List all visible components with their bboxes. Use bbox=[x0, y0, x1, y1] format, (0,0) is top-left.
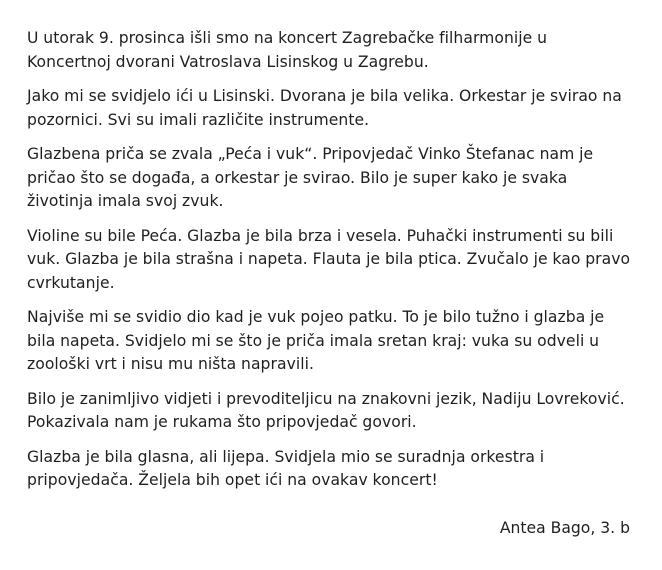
paragraph-1: U utorak 9. prosinca išli smo na koncert Zagrebačke filharmonije u Koncertnoj dvorani Vatroslava Lisinskog u Zagrebu. bbox=[27, 29, 548, 71]
paragraph-2: Jako mi se svidjelo ići u Lisinski. Dvorana je bila velika. Orkestar je svirao na pozornici. Svi su imali različite instrumente. bbox=[27, 87, 622, 129]
paragraph-6: Bilo je zanimljivo vidjeti i prevoditeljicu na znakovni jezik, Nadiju Lovreković. Pokazivala nam je rukama što pripovjedač govori. bbox=[27, 389, 625, 431]
paragraph-4: Violine su bile Peća. Glazba je bila brza i vesela. Puhački instrumenti su bili vuk. Glazba je bila strašna i napeta. Flauta je bila ptica. Zvučalo je kao pravo cvrkutanje. bbox=[27, 226, 631, 292]
paragraph-3: Glazbena priča se zvala „Peća i vuk“. Pripovjedač Vinko Štefanac nam je pričao što se događa, a orkestar je svirao. Bilo je super kako je svaka životinja imala svoj zvuk. bbox=[27, 145, 594, 210]
paragraph-5: Najviše mi se svidio dio kad je vuk pojeo patku. To je bilo tužno i glazba je bila napeta. Svidjelo mi se što je priča imala sretan kraj: vuka su odveli u zoološki vrt i nisu mu ništa napravili. bbox=[27, 308, 605, 373]
paragraph-7: Glazba je bila glasna, ali lijepa. Svidjela mio se suradnja orkestra i pripovjedača. Željela bih opet ići na ovakav koncert! bbox=[27, 447, 545, 489]
author-signature: Antea Bago, 3. b bbox=[499, 519, 630, 537]
